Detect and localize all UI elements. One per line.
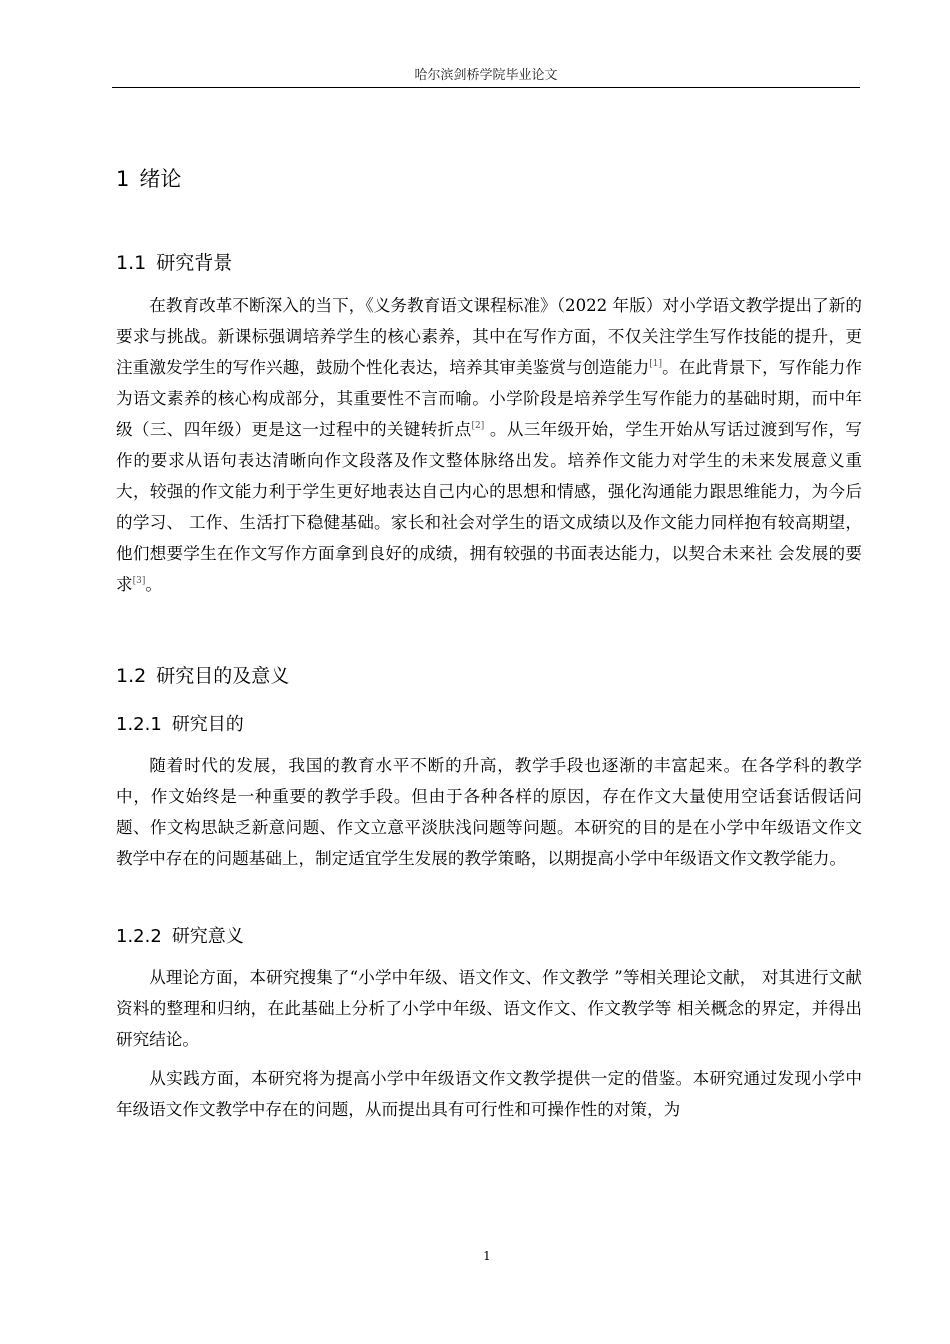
chapter-number: 1 [116, 167, 130, 191]
paragraph-practical-significance: 从实践方面，本研究将为提高小学中年级语文作文教学提供一定的借鉴。本研究通过发现小学中年级语文作文教学中存在的问题，从而提出具有可行性和可操作性的对策，为 [116, 1069, 862, 1119]
paragraph-text: 。在此背景下，写作能力作为语文素养的核心构成部分，其重要性不言而喻。小学阶段是培养学生写作能力的基础时期，而中年级（三、四年级）更是这一过程中的关键转折点 [116, 358, 863, 439]
paragraph-text: 。 [145, 575, 162, 594]
subsection-title: 研究意义 [171, 926, 244, 947]
chapter-title: 绪论 [139, 167, 182, 191]
subsection-number: 1.2.2 [116, 926, 162, 947]
citation-ref: [2] [471, 421, 485, 431]
section-heading-1-1 [116, 248, 232, 275]
section-heading-1-2 [116, 661, 289, 688]
paragraph-text: 。从三年级开始，学生开始从写话过渡到写作，写作的要求从语句表达清晰向作文段落及作文整体脉络出发。培养作文能力对学生的未来发展意义重大，较强的作文能力利于学生更好地表达自己内心的思想和情感，强化沟通能力跟思维能力，为今后的学习、 工作、生活打下稳健基础。家长和社会对学生的语文成绩以及作文能力同样抱有较高期望， 他们想要学生在作文写作方面拿到良好的成绩，拥有较强的书面表达能力，以契合未来社 会发展的要求 [116, 420, 863, 594]
page-number: 1 [483, 1249, 491, 1263]
paragraph-research-purpose: 随着时代的发展，我国的教育水平不断的升高，教学手段也逐渐的丰富起来。在各学科的教学中，作文始终是一种重要的教学手段。但由于各种各样的原因，存在作文大量使用空话套话假话问题、作文构思缺乏新意问题、作文立意平淡肤浅问题等问题。本研究的目的是在小学中年级语文作文教学中存在的问题基础上，制定适宜学生发展的教学策略，以期提高小学中年级语文作文教学能力。 [116, 756, 862, 868]
subsection-title: 研究目的 [171, 714, 244, 735]
citation-ref: [1] [649, 359, 663, 369]
subsection-heading-1-2-2 [116, 922, 244, 948]
paragraph-text: 在教育改革不断深入的当下，《义务教育语文课程标准》（2022 年版）对小学语文教学提出了新的要求与挑战。新课标强调培养学生的核心素养，其中在写作方面，不仅关注学生写作技能的提升，更注重激发学生的写作兴趣，鼓励个性化表达，培养其审美鉴赏与创造能力 [116, 296, 862, 377]
paragraph-theoretical-significance: 从理论方面，本研究搜集了“小学中年级、语文作文、作文教学 ”等相关理论文献， 对其进行文献资料的整理和归纳，在此基础上分析了小学中年级、语文作文、作文教学等 相关概念的界定，并得出研究结论。 [116, 968, 862, 1049]
section-number: 1.1 [116, 252, 147, 274]
header-rule [112, 87, 860, 88]
section-number: 1.2 [116, 665, 147, 687]
subsection-number: 1.2.1 [116, 714, 162, 735]
chapter-heading [116, 163, 181, 193]
subsection-heading-1-2-1 [116, 710, 244, 736]
running-header: 哈尔滨剑桥学院毕业论文 [414, 68, 558, 83]
section-title: 研究背景 [156, 252, 233, 274]
paragraph-research-background [116, 290, 862, 600]
section-title: 研究目的及意义 [156, 665, 290, 687]
citation-ref: [3] [132, 576, 146, 586]
